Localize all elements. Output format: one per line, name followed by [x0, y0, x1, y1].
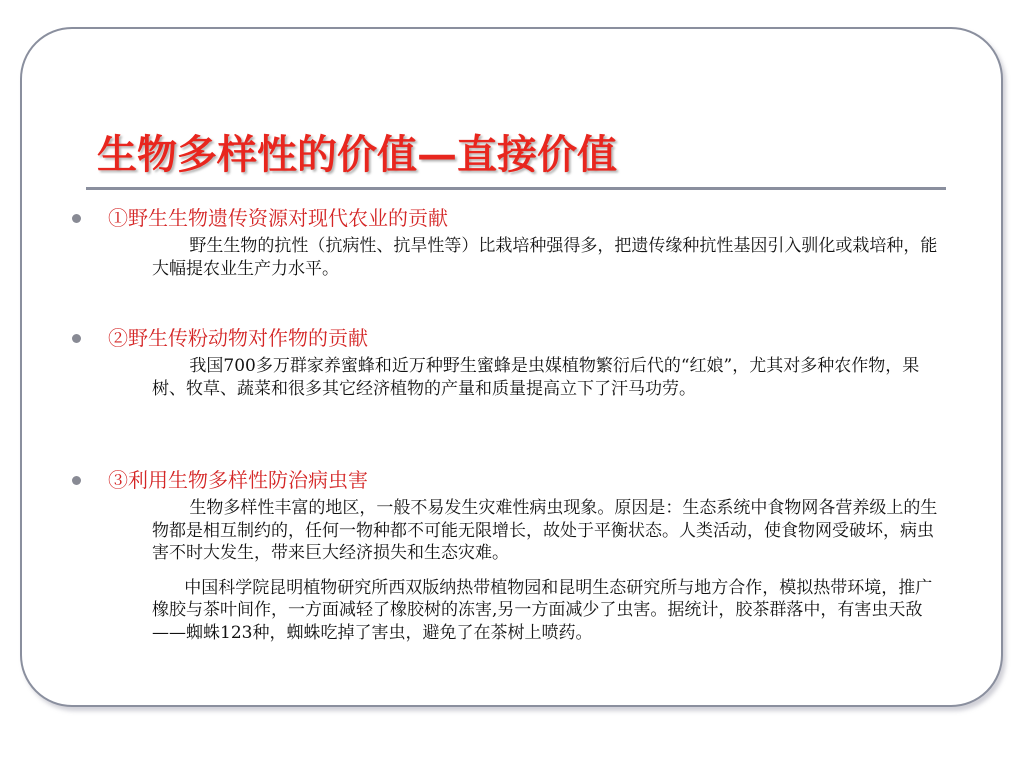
section-paragraph: 中国科学院昆明植物研究所西双版纳热带植物园和昆明生态研究所与地方合作，模拟热带环境，推广橡胶与茶叶间作，一方面减轻了橡胶树的冻害,另一方面减少了虫害。据统计，胶茶群落中，有害虫天敌——蜘蛛123种，蜘蛛吃掉了害虫，避免了在茶树上喷药。	[152, 577, 933, 643]
section-paragraph: 野生生物的抗性（抗病性、抗旱性等）比栽培种强得多，把遗传缘种抗性基因引入驯化或栽培种，能大幅提农业生产力水平。	[152, 236, 938, 279]
section-head	[70, 323, 950, 353]
slide-title: 生物多样性的价值—直接价值	[97, 131, 617, 178]
section-head	[70, 465, 950, 495]
title-divider	[86, 187, 946, 190]
bullet-dot-icon	[72, 476, 81, 485]
section-heading: ①野生生物遗传资源对现代农业的贡献	[108, 206, 448, 230]
section-paragraph: 生物多样性丰富的地区，一般不易发生灾难性病虫现象。原因是：生态系统中食物网各营养级上的生物都是相互制约的，任何一物种都不可能无限增长，故处于平衡状态。人类活动，使食物网受破坏，病虫害不时大发生，带来巨大经济损失和生态灾难。	[152, 498, 938, 563]
section-head	[70, 203, 950, 233]
bullet-dot-icon	[72, 214, 81, 223]
section-pest-control	[70, 465, 950, 644]
section-genetic-resources	[70, 203, 950, 280]
section-pollinators	[70, 323, 950, 400]
section-heading: ②野生传粉动物对作物的贡献	[108, 326, 368, 350]
section-paragraph: 我国700多万群家养蜜蜂和近万种野生蜜蜂是虫媒植物繁衍后代的“红娘”，尤其对多种农作物，果树、牧草、蔬菜和很多其它经济植物的产量和质量提高立下了汗马功劳。	[152, 356, 920, 399]
section-heading: ③利用生物多样性防治病虫害	[108, 468, 368, 492]
bullet-dot-icon	[72, 334, 81, 343]
